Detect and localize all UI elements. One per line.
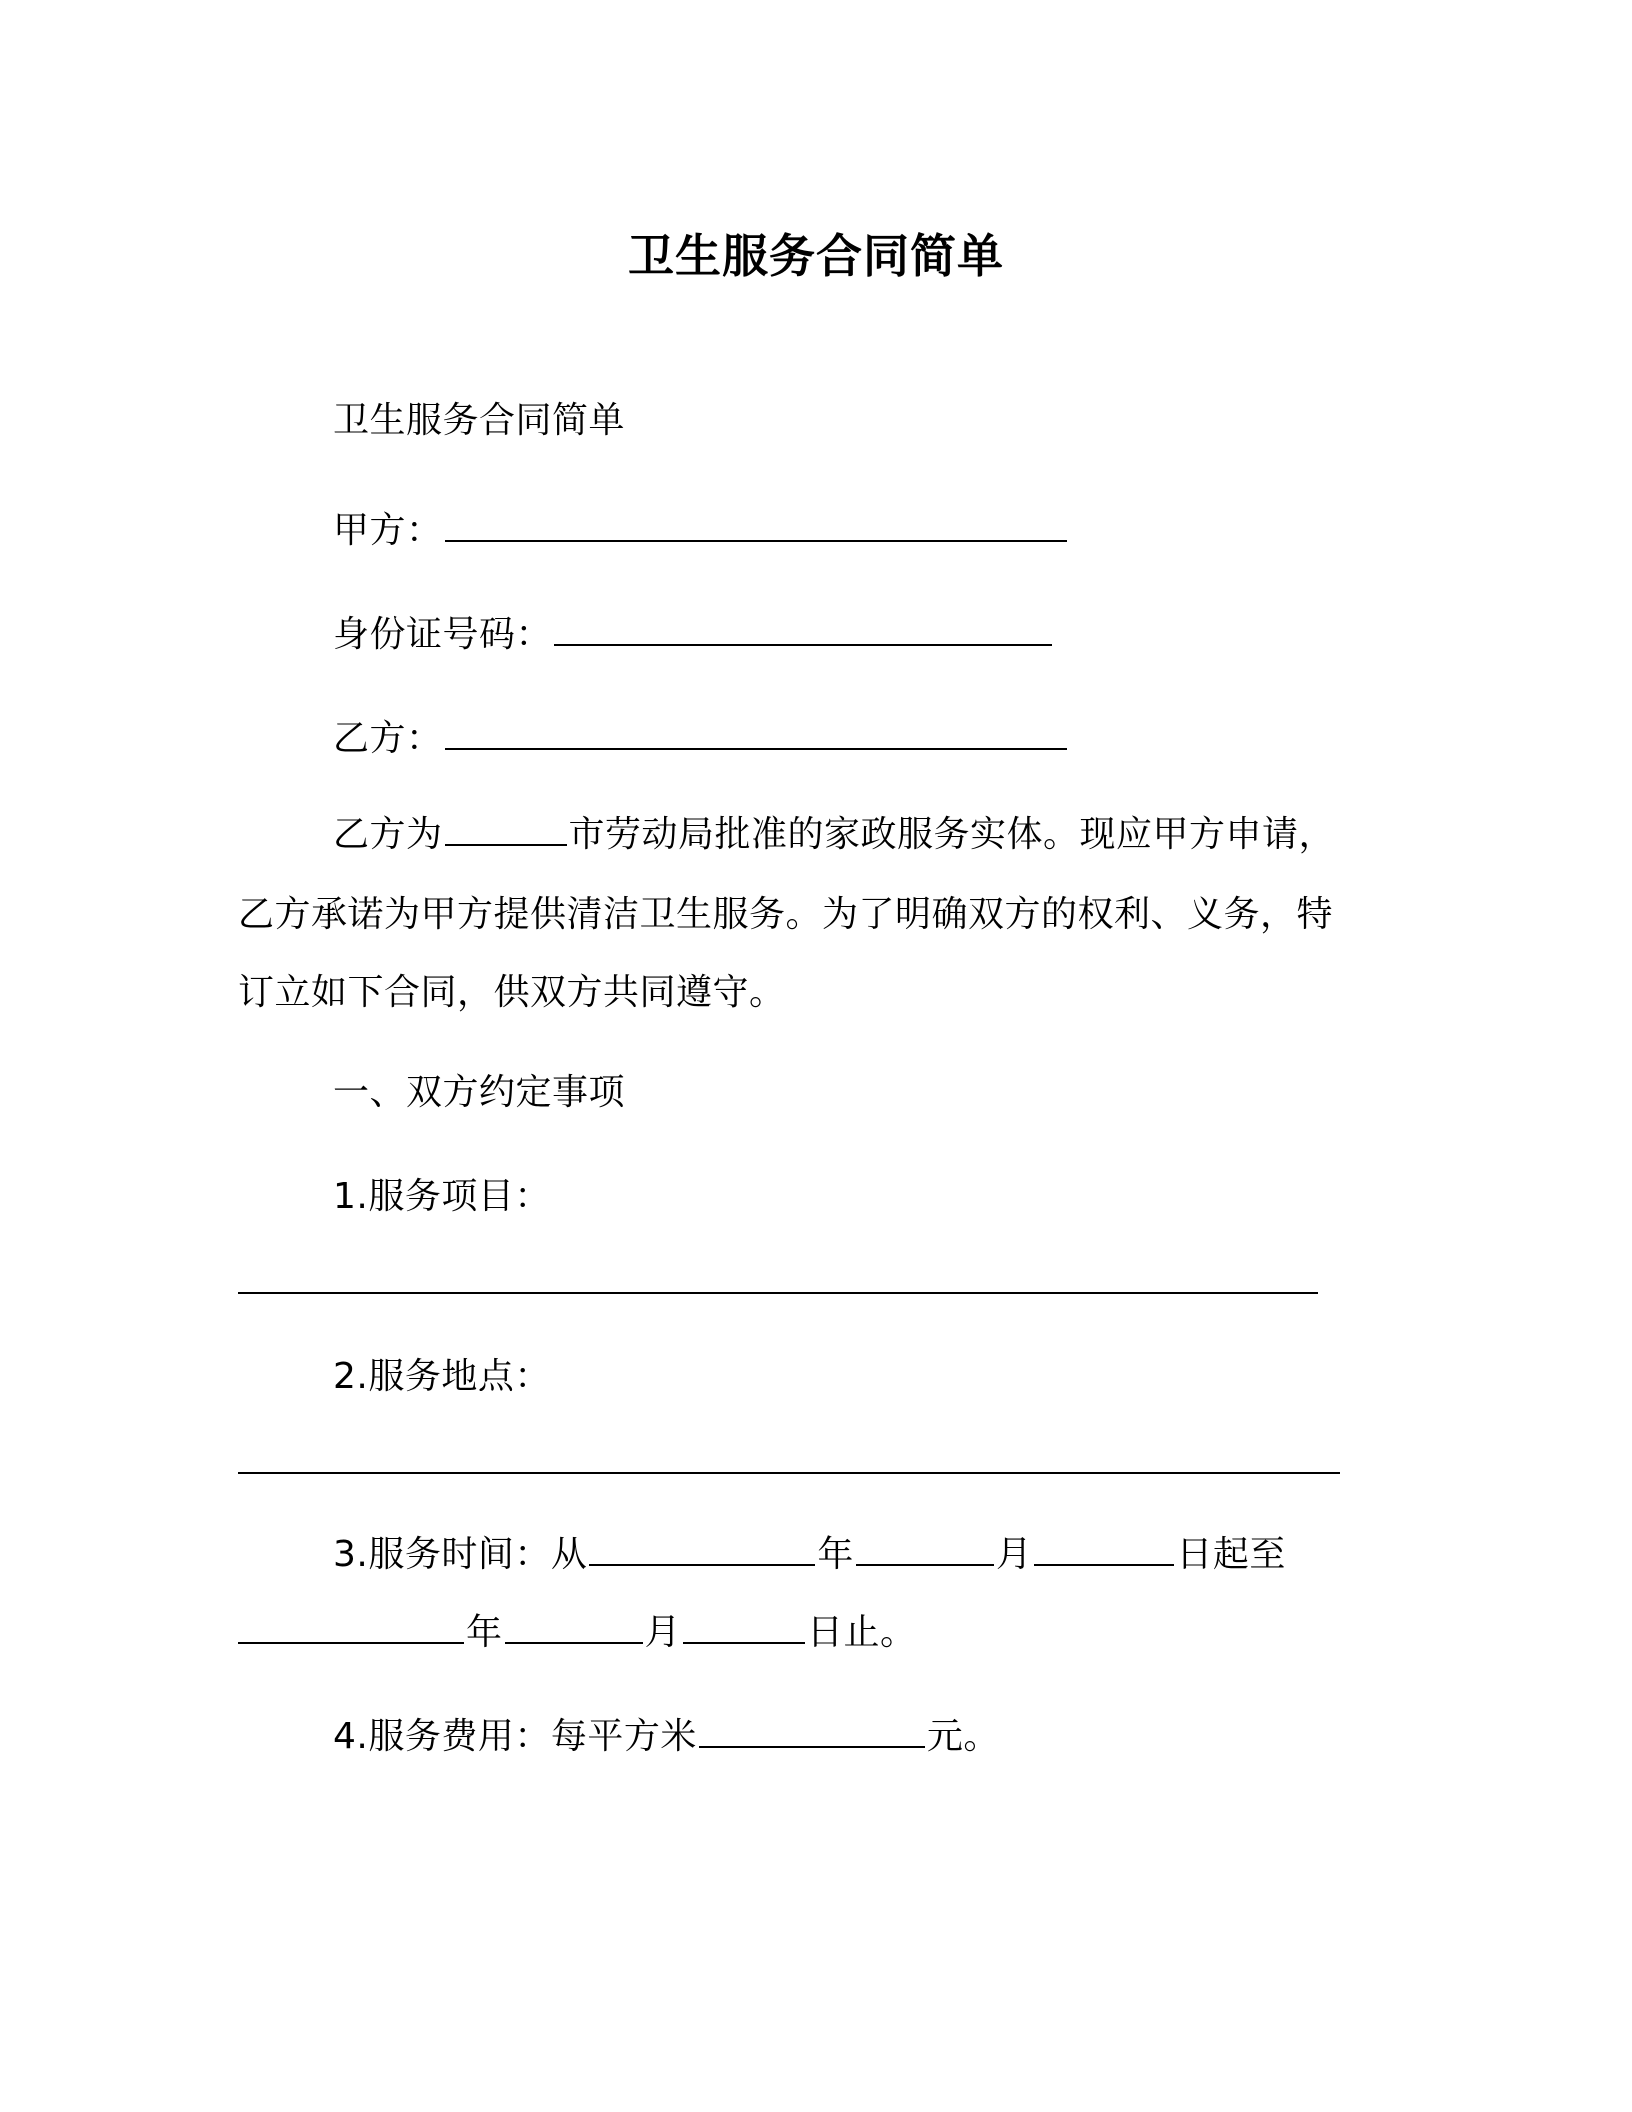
intro-line-2: 乙方承诺为甲方提供清洁卫生服务。为了明确双方的权利、义务，特: [238, 894, 1334, 935]
party-a-label: 甲方：: [333, 510, 443, 551]
end-year-blank: [238, 1610, 464, 1644]
item3-month2: 月: [644, 1612, 682, 1653]
document-title: 卫生服务合同简单: [628, 229, 1004, 283]
item3-day-from: 日起至: [1176, 1534, 1286, 1575]
party-b-blank: [445, 716, 1067, 750]
item3-day-to: 日止。: [807, 1612, 917, 1653]
id-number-blank: [554, 612, 1052, 646]
item1-blank: [238, 1292, 1318, 1294]
intro-line-1: [333, 812, 1335, 858]
id-number-line: [333, 612, 1054, 658]
intro-line-3: 订立如下合同，供双方共同遵守。: [238, 972, 786, 1013]
item3-line-1: [333, 1532, 1286, 1578]
start-day-blank: [1034, 1532, 1174, 1566]
party-b-label: 乙方：: [333, 718, 443, 759]
item2-label: 2.服务地点：: [333, 1356, 551, 1397]
party-a-blank: [445, 508, 1067, 542]
section1-heading: 一、双方约定事项: [333, 1072, 626, 1113]
party-b-line: [333, 716, 1069, 762]
item2-blank: [238, 1472, 1340, 1474]
start-year-blank: [589, 1532, 815, 1566]
id-number-label: 身份证号码：: [333, 614, 553, 655]
item4-label: 4.服务费用：每平方米: [333, 1716, 697, 1757]
item3-year2: 年: [466, 1612, 503, 1653]
item4-unit: 元。: [926, 1716, 1000, 1757]
item3-line-2: [238, 1610, 917, 1656]
item3-year: 年: [817, 1534, 854, 1575]
start-month-blank: [856, 1532, 994, 1566]
city-blank: [445, 812, 567, 846]
intro-part1: 乙方为: [333, 814, 443, 855]
intro-part2: 市劳动局批准的家政服务实体。现应甲方申请，: [568, 814, 1336, 855]
price-blank: [699, 1714, 925, 1748]
item3-label: 3.服务时间：从: [333, 1534, 588, 1575]
end-day-blank: [683, 1610, 805, 1644]
document-subtitle: 卫生服务合同简单: [333, 400, 626, 441]
item3-month: 月: [995, 1534, 1033, 1575]
end-month-blank: [505, 1610, 643, 1644]
item4-line: [333, 1714, 1000, 1760]
item1-label: 1.服务项目：: [333, 1176, 551, 1217]
party-a-line: [333, 508, 1069, 554]
